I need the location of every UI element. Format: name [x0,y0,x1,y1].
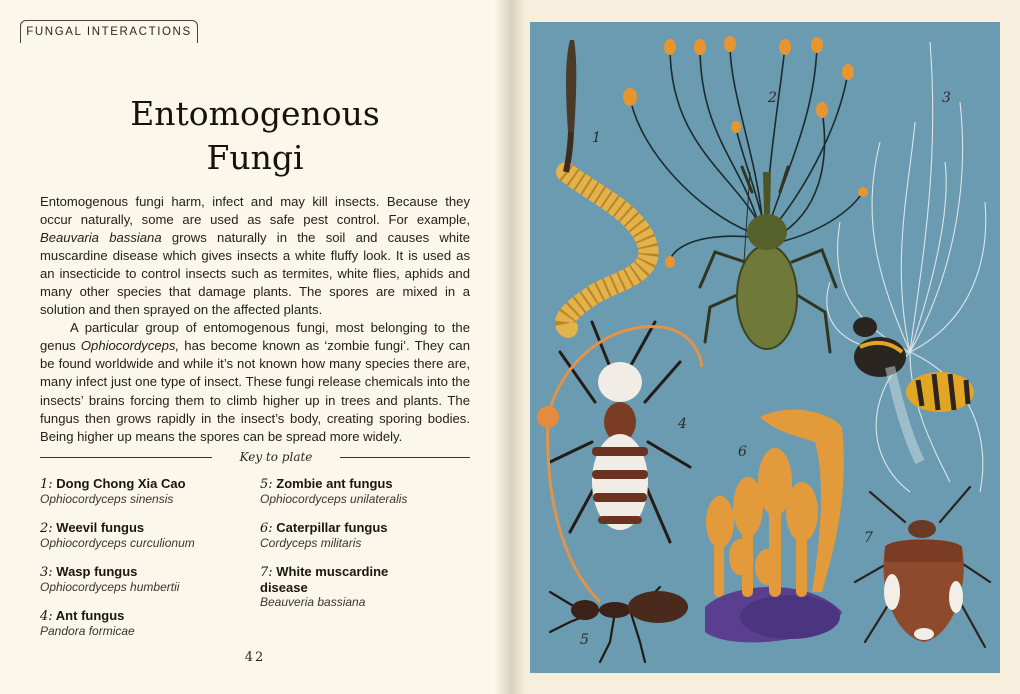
key-item-number: 4: [40,609,53,624]
specimen-4-ant-fungus [550,322,690,542]
page-title [70,92,440,180]
specimen-3-wasp-fungus [827,42,986,492]
key-column-2 [260,476,470,623]
key-divider [40,449,470,465]
plate-label-4: 4 [678,416,687,432]
key-item-name: Caterpillar fungus [276,520,388,535]
book-gutter [494,0,526,694]
key-item [40,608,250,638]
key-item-number: 5: [260,477,273,492]
body-text [40,193,470,446]
specimen-2-weevil-fungus [623,36,868,352]
key-item-name: Dong Chong Xia Cao [56,476,186,491]
key-title: Key to plate [239,450,313,464]
specimen-7-white-muscardine [855,487,990,647]
key-item-name: Weevil fungus [56,520,145,535]
illustration-plate [530,22,1000,673]
plate-label-2: 2 [768,90,777,106]
paragraph-2-genus: Ophiocordyceps, [80,338,180,354]
key-item-name: Ant fungus [55,608,125,623]
key-item-latin: Ophiocordyceps curculionum [40,536,195,550]
plate-label-3: 3 [942,90,951,106]
key-item-latin: Ophiocordyceps sinensis [40,492,174,506]
key-item [260,476,470,506]
key-item-latin: Cordyceps militaris [260,536,362,550]
key-item-latin: Pandora formicae [40,624,135,638]
key-item-latin: Beauveria bassiana [260,595,366,609]
plate-label-1: 1 [592,130,601,146]
paragraph-1 [40,193,470,319]
key-item-latin: Ophiocordyceps humbertii [40,580,180,594]
plate-label-7: 7 [864,530,873,546]
divider-line-right [340,457,470,458]
title-line-2: Fungi [206,138,304,177]
plate-illustration [530,22,1000,673]
specimen-1-caterpillar-fungus [565,40,649,328]
key-item-latin: Ophiocordyceps unilateralis [260,492,408,506]
specimen-6-cordyceps-militaris [705,410,844,643]
paragraph-1-part-a: Entomogenous fungi harm, infect and may kill insects. Because they occur naturally, some are used as safe pest control. For example, [40,194,470,228]
key-item-name: Wasp fungus [56,564,138,579]
key-item-number: 1: [40,477,53,492]
key-item-number: 2: [40,521,53,536]
key-item [40,476,250,506]
key-item [40,564,250,594]
paragraph-1-species: Beauvaria bassiana [40,230,162,246]
paragraph-2-part-b: has become known as ‘zombie fungi’. They can be found worldwide and while it’s not known how many species there are, many infect just one type of insect. These fungi release chemicals into the insects’ brains forcing them to climb higher up in trees and plants. The fungus then grows rapidly in the insect’s body, creating sporing bodies. Being higher up means the spores can be spread more widely. [40,338,470,444]
divider-line-left [40,457,212,458]
key-column-1 [40,476,250,652]
paragraph-2-part-a: A particular group of entomogenous fungi, most belonging to the genus [40,320,470,354]
key-item-number: 3: [40,565,53,580]
plate-label-5: 5 [580,632,589,648]
key-item [260,564,470,609]
plate-label-6: 6 [738,444,747,460]
title-line-1: Entomogenous [130,94,380,133]
section-tab: FUNGAL INTERACTIONS [20,20,198,43]
key-item [260,520,470,550]
key-item-number: 6: [260,521,273,536]
key-item-number: 7: [260,565,273,580]
key-item [40,520,250,550]
paragraph-1-part-b: grows naturally in the soil and causes white muscardine disease which gives insects a white fluffy look. It is used as an insecticide to control insects such as termites, white flies, aphids and many other species that damage plants. The spores are mixed in a solution and then sprayed on the affected plants. [40,230,470,318]
page-number: 42 [244,650,266,665]
paragraph-2 [40,319,470,445]
key-item-name: Zombie ant fungus [276,476,393,491]
key-item-name: White muscardine disease [260,564,389,595]
